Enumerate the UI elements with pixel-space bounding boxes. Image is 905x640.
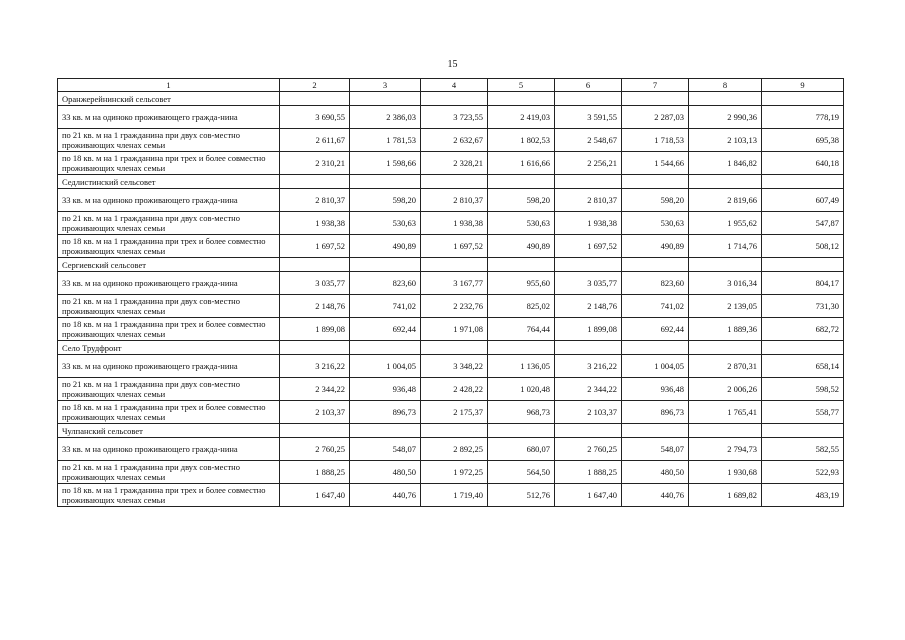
value-cell: 2 428,22	[421, 378, 488, 401]
value-cell: 2 103,13	[689, 129, 762, 152]
value-cell: 1 955,62	[689, 212, 762, 235]
value-cell: 1 697,52	[421, 235, 488, 258]
value-cell: 778,19	[762, 106, 844, 129]
value-cell: 1 719,40	[421, 484, 488, 507]
value-cell: 2 632,67	[421, 129, 488, 152]
row-label: по 18 кв. м на 1 гражданина при трех и более совместно проживающих членах семьи	[58, 235, 280, 258]
section-row	[58, 92, 844, 106]
empty-cell	[350, 341, 421, 355]
page-number: 15	[447, 59, 458, 70]
column-header: 7	[622, 79, 689, 92]
row-label: 33 кв. м на одиноко проживающего гражда-нина	[58, 106, 280, 129]
value-cell: 1 846,82	[689, 152, 762, 175]
empty-cell	[280, 341, 350, 355]
row-label: по 21 кв. м на 1 гражданина при двух сов-местно проживающих членах семьи	[58, 461, 280, 484]
empty-cell	[350, 424, 421, 438]
value-cell: 1 689,82	[689, 484, 762, 507]
value-cell: 547,87	[762, 212, 844, 235]
empty-cell	[421, 341, 488, 355]
empty-cell	[622, 258, 689, 272]
value-cell: 564,50	[488, 461, 555, 484]
empty-cell	[762, 175, 844, 189]
value-cell: 2 232,76	[421, 295, 488, 318]
value-cell: 1 972,25	[421, 461, 488, 484]
row-label: по 21 кв. м на 1 гражданина при двух сов-местно проживающих членах семьи	[58, 295, 280, 318]
empty-cell	[280, 424, 350, 438]
value-cell: 823,60	[622, 272, 689, 295]
value-cell: 2 148,76	[280, 295, 350, 318]
row-label: по 18 кв. м на 1 гражданина при трех и более совместно проживающих членах семьи	[58, 484, 280, 507]
column-header: 5	[488, 79, 555, 92]
value-cell: 2 344,22	[555, 378, 622, 401]
value-cell: 2 760,25	[555, 438, 622, 461]
value-cell: 490,89	[488, 235, 555, 258]
value-cell: 582,55	[762, 438, 844, 461]
value-cell: 1 598,66	[350, 152, 421, 175]
value-cell: 2 328,21	[421, 152, 488, 175]
value-cell: 3 690,55	[280, 106, 350, 129]
value-cell: 1 930,68	[689, 461, 762, 484]
row-label: по 21 кв. м на 1 гражданина при двух сов-местно проживающих членах семьи	[58, 212, 280, 235]
value-cell: 658,14	[762, 355, 844, 378]
empty-cell	[350, 175, 421, 189]
table-row	[58, 295, 844, 318]
value-cell: 558,77	[762, 401, 844, 424]
empty-cell	[488, 424, 555, 438]
value-cell: 607,49	[762, 189, 844, 212]
value-cell: 1 938,38	[421, 212, 488, 235]
section-title: Сергиевский сельсовет	[58, 258, 280, 272]
value-cell: 2 611,67	[280, 129, 350, 152]
empty-cell	[689, 424, 762, 438]
table-row	[58, 212, 844, 235]
row-label: по 18 кв. м на 1 гражданина при трех и более совместно проживающих членах семьи	[58, 152, 280, 175]
value-cell: 692,44	[622, 318, 689, 341]
value-cell: 2 148,76	[555, 295, 622, 318]
value-cell: 682,72	[762, 318, 844, 341]
empty-cell	[555, 424, 622, 438]
value-cell: 1 004,05	[622, 355, 689, 378]
value-cell: 1 714,76	[689, 235, 762, 258]
value-cell: 3 016,34	[689, 272, 762, 295]
column-header: 6	[555, 79, 622, 92]
table-row	[58, 272, 844, 295]
value-cell: 2 419,03	[488, 106, 555, 129]
value-cell: 1 765,41	[689, 401, 762, 424]
value-cell: 2 870,31	[689, 355, 762, 378]
empty-cell	[421, 92, 488, 106]
row-label: по 21 кв. м на 1 гражданина при двух сов-местно проживающих членах семьи	[58, 129, 280, 152]
data-table	[57, 78, 844, 507]
value-cell: 3 591,55	[555, 106, 622, 129]
table-row	[58, 401, 844, 424]
table-row	[58, 189, 844, 212]
value-cell: 804,17	[762, 272, 844, 295]
value-cell: 1 888,25	[555, 461, 622, 484]
value-cell: 2 810,37	[280, 189, 350, 212]
empty-cell	[689, 341, 762, 355]
row-label: 33 кв. м на одиноко проживающего гражда-нина	[58, 189, 280, 212]
section-title: Седлистинский сельсовет	[58, 175, 280, 189]
value-cell: 1 616,66	[488, 152, 555, 175]
value-cell: 2 103,37	[280, 401, 350, 424]
value-cell: 480,50	[622, 461, 689, 484]
empty-cell	[350, 258, 421, 272]
row-label: по 18 кв. м на 1 гражданина при трех и более совместно проживающих членах семьи	[58, 401, 280, 424]
value-cell: 2 810,37	[421, 189, 488, 212]
value-cell: 936,48	[350, 378, 421, 401]
value-cell: 2 386,03	[350, 106, 421, 129]
section-row	[58, 258, 844, 272]
value-cell: 2 256,21	[555, 152, 622, 175]
empty-cell	[488, 175, 555, 189]
value-cell: 1 938,38	[280, 212, 350, 235]
value-cell: 3 723,55	[421, 106, 488, 129]
value-cell: 1 938,38	[555, 212, 622, 235]
value-cell: 522,93	[762, 461, 844, 484]
value-cell: 512,76	[488, 484, 555, 507]
value-cell: 508,12	[762, 235, 844, 258]
value-cell: 1 802,53	[488, 129, 555, 152]
table-row	[58, 106, 844, 129]
empty-cell	[689, 175, 762, 189]
value-cell: 2 139,05	[689, 295, 762, 318]
empty-cell	[622, 92, 689, 106]
value-cell: 1 136,05	[488, 355, 555, 378]
empty-cell	[622, 175, 689, 189]
empty-cell	[555, 258, 622, 272]
value-cell: 1 544,66	[622, 152, 689, 175]
table-row	[58, 484, 844, 507]
value-cell: 1 697,52	[555, 235, 622, 258]
value-cell: 1 899,08	[555, 318, 622, 341]
value-cell: 1 020,48	[488, 378, 555, 401]
column-header: 3	[350, 79, 421, 92]
value-cell: 2 794,73	[689, 438, 762, 461]
table-row	[58, 355, 844, 378]
value-cell: 2 548,67	[555, 129, 622, 152]
value-cell: 692,44	[350, 318, 421, 341]
section-row	[58, 175, 844, 189]
value-cell: 548,07	[350, 438, 421, 461]
value-cell: 1 899,08	[280, 318, 350, 341]
empty-cell	[555, 92, 622, 106]
value-cell: 2 287,03	[622, 106, 689, 129]
empty-cell	[280, 258, 350, 272]
table-row	[58, 235, 844, 258]
value-cell: 2 344,22	[280, 378, 350, 401]
value-cell: 1 888,25	[280, 461, 350, 484]
value-cell: 530,63	[622, 212, 689, 235]
column-header: 1	[58, 79, 280, 92]
value-cell: 3 348,22	[421, 355, 488, 378]
value-cell: 825,02	[488, 295, 555, 318]
empty-cell	[762, 258, 844, 272]
value-cell: 530,63	[350, 212, 421, 235]
value-cell: 3 035,77	[280, 272, 350, 295]
section-row	[58, 424, 844, 438]
value-cell: 2 892,25	[421, 438, 488, 461]
column-header: 9	[762, 79, 844, 92]
value-cell: 680,07	[488, 438, 555, 461]
value-cell: 1 781,53	[350, 129, 421, 152]
value-cell: 2 310,21	[280, 152, 350, 175]
value-cell: 968,73	[488, 401, 555, 424]
empty-cell	[280, 175, 350, 189]
column-header: 4	[421, 79, 488, 92]
value-cell: 896,73	[622, 401, 689, 424]
value-cell: 764,44	[488, 318, 555, 341]
value-cell: 440,76	[350, 484, 421, 507]
value-cell: 483,19	[762, 484, 844, 507]
value-cell: 3 035,77	[555, 272, 622, 295]
row-label: по 21 кв. м на 1 гражданина при двух сов-местно проживающих членах семьи	[58, 378, 280, 401]
empty-cell	[689, 258, 762, 272]
value-cell: 2 810,37	[555, 189, 622, 212]
empty-cell	[762, 92, 844, 106]
value-cell: 490,89	[622, 235, 689, 258]
value-cell: 3 216,22	[280, 355, 350, 378]
value-cell: 1 718,53	[622, 129, 689, 152]
value-cell: 640,18	[762, 152, 844, 175]
value-cell: 1 647,40	[555, 484, 622, 507]
value-cell: 548,07	[622, 438, 689, 461]
empty-cell	[555, 175, 622, 189]
empty-cell	[350, 92, 421, 106]
empty-cell	[762, 424, 844, 438]
value-cell: 741,02	[622, 295, 689, 318]
empty-cell	[555, 341, 622, 355]
value-cell: 2 006,26	[689, 378, 762, 401]
row-label: 33 кв. м на одиноко проживающего гражда-нина	[58, 272, 280, 295]
value-cell: 955,60	[488, 272, 555, 295]
empty-cell	[488, 258, 555, 272]
empty-cell	[421, 175, 488, 189]
value-cell: 695,38	[762, 129, 844, 152]
header-row	[58, 79, 844, 92]
value-cell: 598,20	[488, 189, 555, 212]
value-cell: 440,76	[622, 484, 689, 507]
value-cell: 2 990,36	[689, 106, 762, 129]
value-cell: 598,20	[622, 189, 689, 212]
value-cell: 1 971,08	[421, 318, 488, 341]
empty-cell	[762, 341, 844, 355]
empty-cell	[421, 258, 488, 272]
column-header: 8	[689, 79, 762, 92]
empty-cell	[689, 92, 762, 106]
value-cell: 731,30	[762, 295, 844, 318]
table-row	[58, 129, 844, 152]
value-cell: 3 216,22	[555, 355, 622, 378]
value-cell: 2 103,37	[555, 401, 622, 424]
row-label: по 18 кв. м на 1 гражданина при трех и более совместно проживающих членах семьи	[58, 318, 280, 341]
value-cell: 2 819,66	[689, 189, 762, 212]
column-header: 2	[280, 79, 350, 92]
row-label: 33 кв. м на одиноко проживающего гражда-нина	[58, 438, 280, 461]
value-cell: 598,52	[762, 378, 844, 401]
value-cell: 2 760,25	[280, 438, 350, 461]
table-body	[58, 92, 844, 507]
value-cell: 823,60	[350, 272, 421, 295]
value-cell: 1 889,36	[689, 318, 762, 341]
section-title: Чулпанский сельсовет	[58, 424, 280, 438]
value-cell: 896,73	[350, 401, 421, 424]
table-row	[58, 438, 844, 461]
value-cell: 480,50	[350, 461, 421, 484]
value-cell: 1 004,05	[350, 355, 421, 378]
empty-cell	[488, 92, 555, 106]
empty-cell	[421, 424, 488, 438]
value-cell: 598,20	[350, 189, 421, 212]
value-cell: 1 697,52	[280, 235, 350, 258]
value-cell: 1 647,40	[280, 484, 350, 507]
empty-cell	[280, 92, 350, 106]
value-cell: 936,48	[622, 378, 689, 401]
value-cell: 2 175,37	[421, 401, 488, 424]
section-title: Село Трудфронт	[58, 341, 280, 355]
empty-cell	[622, 424, 689, 438]
table-row	[58, 318, 844, 341]
table-row	[58, 378, 844, 401]
table-row	[58, 461, 844, 484]
value-cell: 530,63	[488, 212, 555, 235]
section-title: Оранжерейнинский сельсовет	[58, 92, 280, 106]
row-label: 33 кв. м на одиноко проживающего гражда-нина	[58, 355, 280, 378]
value-cell: 741,02	[350, 295, 421, 318]
value-cell: 490,89	[350, 235, 421, 258]
value-cell: 3 167,77	[421, 272, 488, 295]
empty-cell	[488, 341, 555, 355]
section-row	[58, 341, 844, 355]
table-row	[58, 152, 844, 175]
empty-cell	[622, 341, 689, 355]
